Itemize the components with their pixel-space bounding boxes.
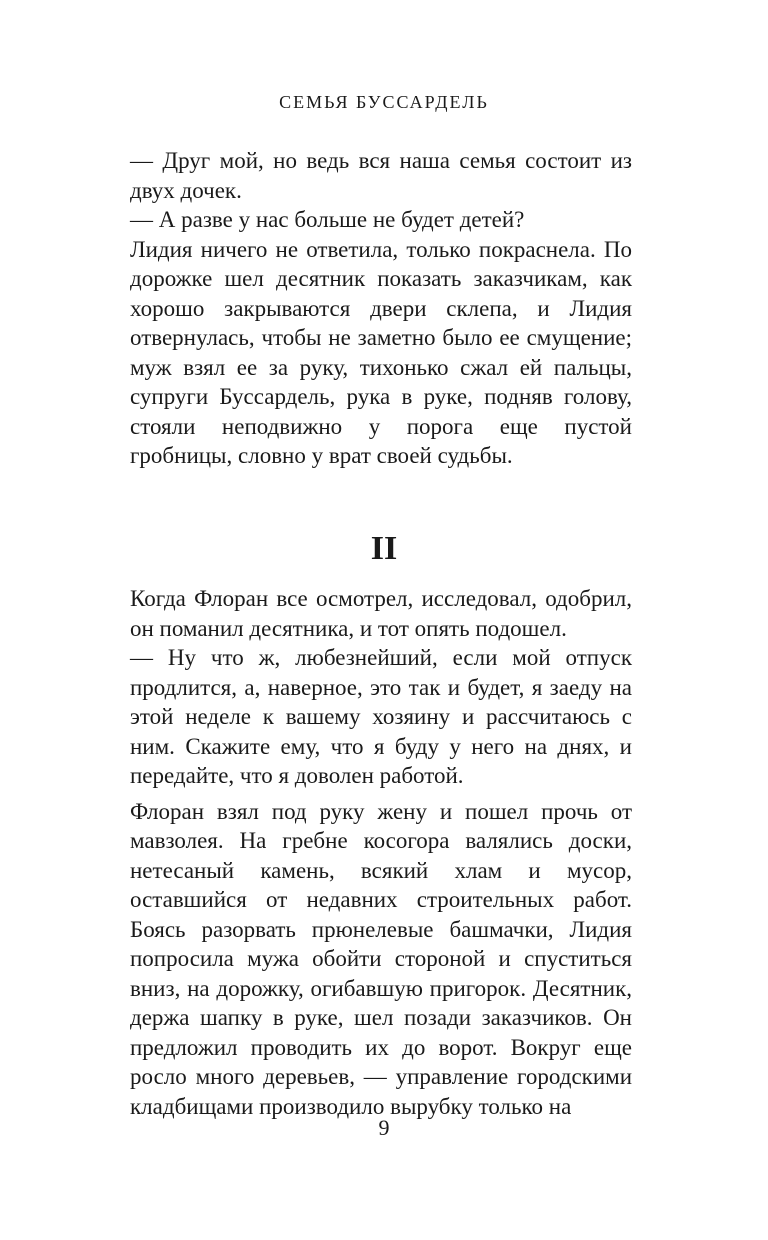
- text-block-bottom: [130, 584, 632, 1121]
- running-head: СЕМЬЯ БУССАРДЕЛЬ: [279, 92, 489, 112]
- page-number: 9: [378, 1115, 390, 1140]
- chapter-heading: II: [370, 530, 398, 567]
- paragraph: — Ну что ж, любезнейший, если мой отпуск продлится, а, наверное, это так и будет, я заеду на этой неделе к вашему хозяину и рассчитаюсь с ним. Скажите ему, что я буду у него на днях, и передайте, что я доволен работой.: [130, 645, 632, 788]
- paragraph: — Друг мой, но ведь вся наша семья состоит из двух дочек.: [130, 148, 632, 203]
- paragraph: — А разве у нас больше не будет детей?: [130, 207, 525, 232]
- paragraph: Флоран взял под руку жену и пошел прочь от мавзолея. На гребне косогора валялись доски, нетесаный камень, всякий хлам и мусор, оставшийся от недавних строительных работ. Боясь разорвать прюнелевые башмачки, Лидия попросила мужа обойти стороной и спуститься вниз, на дорожку, огибавшую пригорок. Десятник, держа шапку в руке, шел позади заказчиков. Он предложил проводить их до ворот. Вокруг еще росло много деревьев, — управление городскими кладбищами производило вырубку только на: [130, 798, 632, 1119]
- text-block-top: [130, 146, 632, 471]
- paragraph: Когда Флоран все осмотрел, исследовал, одобрил, он поманил десятника, и тот опять подошел.: [130, 586, 632, 641]
- paragraph: Лидия ничего не ответила, только покраснела. По дорожке шел десятник показать заказчикам, как хорошо закрываются двери склепа, и Лидия отвернулась, чтобы не заметно было ее смущение; муж взял ее за руку, тихонько сжал ей пальцы, супруги Буссардель, рука в руке, подняв голову, стояли неподвижно у порога еще пустой гробницы, словно у врат своей судьбы.: [130, 236, 632, 468]
